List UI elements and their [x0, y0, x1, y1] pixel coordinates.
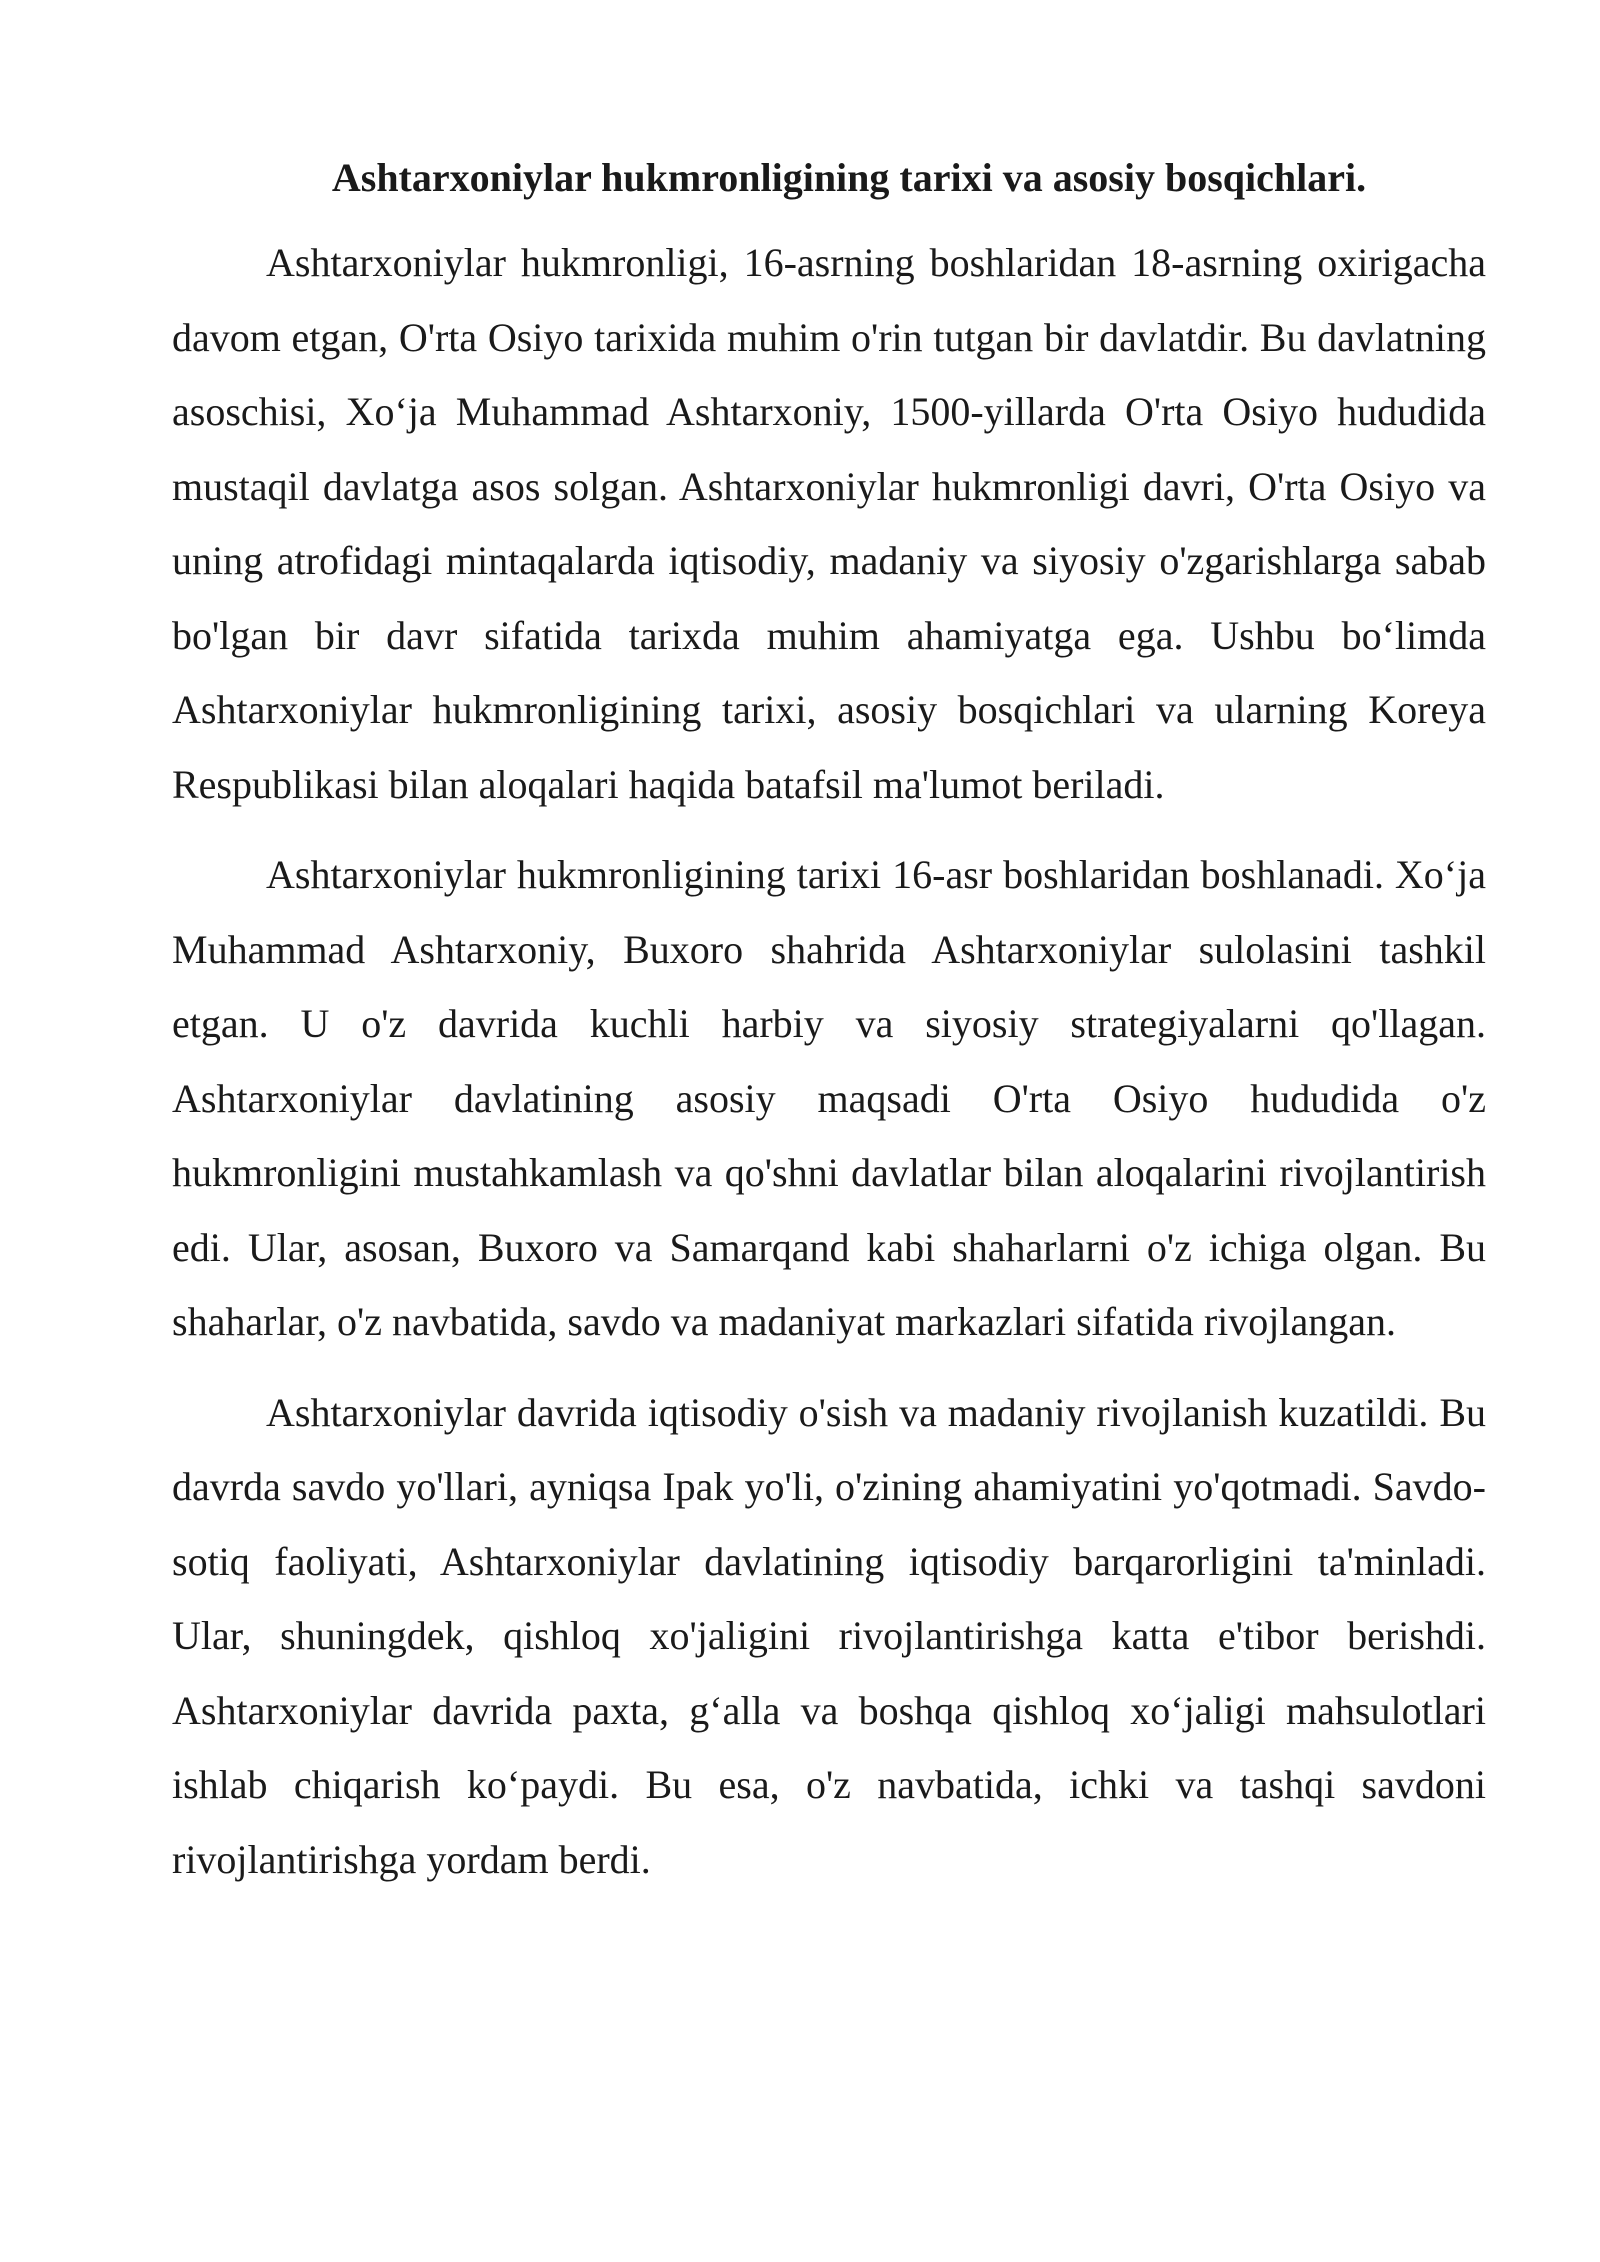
paragraph-3: Ashtarxoniylar davrida iqtisodiy o'sish va madaniy rivojlanish kuzatildi. Bu davrda savdo yo'llari, ayniqsa Ipak yo'li, o'zining ahamiyatini yo'qotmadi. Savdo-sotiq faoliyati, Ashtarxoniylar davlatining iqtisodiy barqarorligini ta'minladi. Ular, shuningdek, qishloq xo'jaligini rivojlantirishga katta e'tibor berishdi. Ashtarxoniylar davrida paxta, g‘alla va boshqa qishloq xo‘jaligi mahsulotlari ishlab chiqarish ko‘paydi. Bu esa, o'z navbatida, ichki va tashqi savdoni rivojlantirishga yordam berdi. — [172, 1389, 1486, 1882]
paragraph-1: Ashtarxoniylar hukmronligi, 16-asrning boshlaridan 18-asrning oxirigacha davom etgan, O'rta Osiyo tarixida muhim o'rin tutgan bir davlatdir. Bu davlatning asoschisi, Xo‘ja Muhammad Ashtarxoniy, 1500-yillarda O'rta Osiyo hududida mustaqil davlatga asos solgan. Ashtarxoniylar hukmronligi davri, O'rta Osiyo va uning atrofidagi mintaqalarda iqtisodiy, madaniy va siyosiy o'zgarishlarga sabab bo'lgan bir davr sifatida tarixda muhim ahamiyatga ega. Ushbu bo‘limda Ashtarxoniylar hukmronligining tarixi, asosiy bosqichlari va ularning Koreya Respublikasi bilan aloqalari haqida batafsil ma'lumot beriladi. — [172, 240, 1486, 807]
document-page — [172, 150, 1486, 1913]
paragraph-2: Ashtarxoniylar hukmronligining tarixi 16-asr boshlaridan boshlanadi. Xo‘ja Muhammad Ashtarxoniy, Buxoro shahrida Ashtarxoniylar sulolasini tashkil etgan. U o'z davrida kuchli harbiy va siyosiy strategiyalarni qo'llagan. Ashtarxoniylar davlatining asosiy maqsadi O'rta Osiyo hududida o'z hukmronligini mustahkamlash va qo'shni davlatlar bilan aloqalarini rivojlantirish edi. Ular, asosan, Buxoro va Samarqand kabi shaharlarni o'z ichiga olgan. Bu shaharlar, o'z navbatida, savdo va madaniyat markazlari sifatida rivojlangan. — [172, 852, 1486, 1344]
document-title: Ashtarxoniylar hukmronligining tarixi va asosiy bosqichlari. — [331, 155, 1367, 200]
